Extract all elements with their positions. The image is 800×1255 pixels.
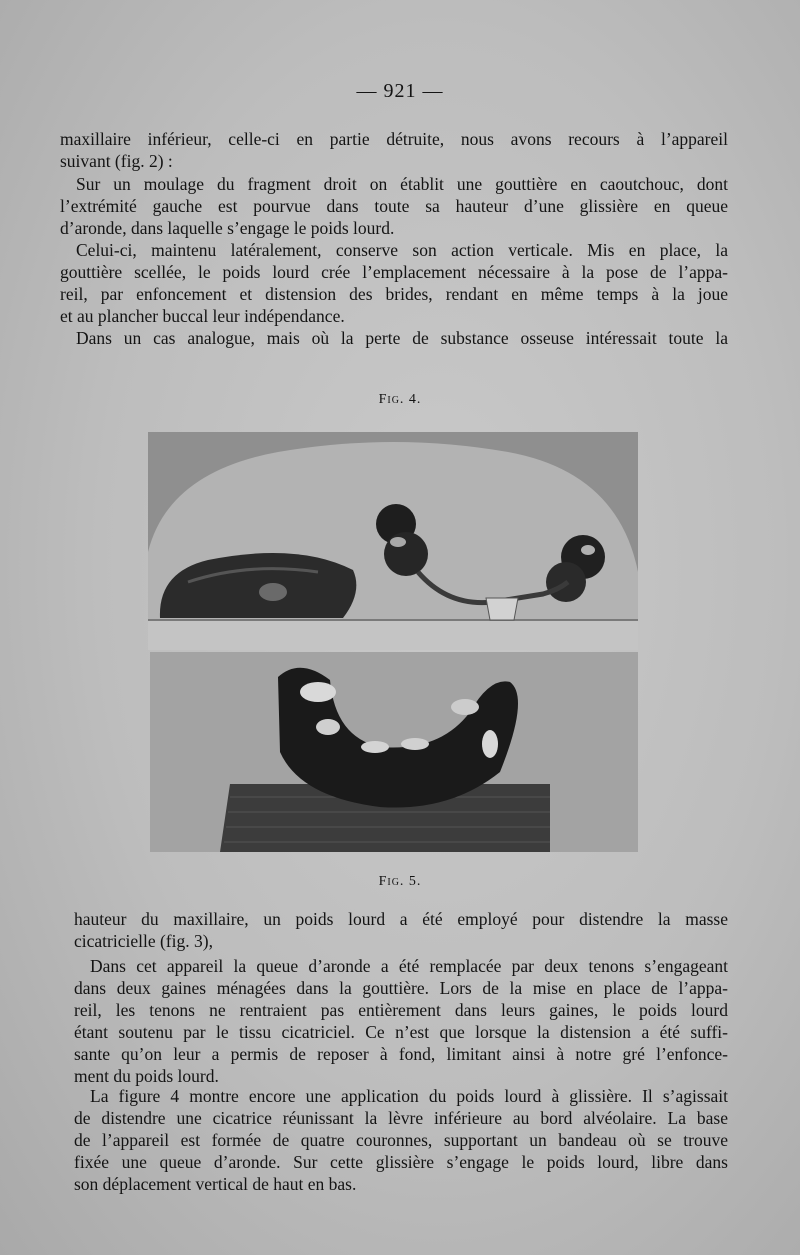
text-line: Sur un moulage du fragment droit on établit une gouttière en caoutchouc, dont xyxy=(76,174,728,194)
text-line: Dans un cas analogue, mais où la perte de substance osseuse intéressait toute la xyxy=(76,328,728,348)
text-line: reil, les tenons ne rentraient pas entièrement dans leurs gaines, le poids lourd xyxy=(74,1000,728,1020)
page-number: — 921 — xyxy=(356,80,444,102)
text-line: suivant (fig. 2) : xyxy=(60,151,173,171)
gutter-top-view-illustration xyxy=(150,652,638,852)
paragraph-tenons xyxy=(74,955,728,1087)
text-line: de l’appareil est formée de quatre couronnes, supportant un bandeau où se trouve xyxy=(74,1130,728,1150)
text-line: reil, par enfoncement et distension des brides, rendant en même temps à la joue xyxy=(60,284,728,304)
text-line: Celui-ci, maintenu latéralement, conserve son action verticale. Mis en place, la xyxy=(76,240,728,260)
text-line: ment du poids lourd. xyxy=(74,1066,219,1086)
text-line: cicatricielle (fig. 3), xyxy=(74,931,213,951)
figure-4-caption: Fig. 4. xyxy=(378,392,422,407)
text-line: sante qu’on leur a permis de reposer à fond, limitant ainsi à notre gré l’enfonce- xyxy=(74,1044,728,1064)
text-line: et au plancher buccal leur indépendance. xyxy=(60,306,345,326)
figure-4-photo xyxy=(148,432,638,650)
text-line: son déplacement vertical de haut en bas. xyxy=(74,1174,357,1194)
text-line: dans deux gaines ménagées dans la gouttière. Lors de la mise en place de l’appa- xyxy=(74,978,728,998)
paragraph-cas-analogue xyxy=(60,327,728,349)
text-line: La figure 4 montre encore une application du poids lourd à glissière. Il s’agissait xyxy=(90,1086,728,1106)
text-line: hauteur du maxillaire, un poids lourd a été employé pour distendre la masse xyxy=(74,909,728,929)
text-line: gouttière scellée, le poids lourd crée l’emplacement nécessaire à la pose de l’appa- xyxy=(60,262,728,282)
text-line: maxillaire inférieur, celle-ci en partie détruite, nous avons recours à l’appareil xyxy=(60,129,728,149)
paragraph-figure-4 xyxy=(74,1085,728,1195)
text-line: étant soutenu par le tissu cicatriciel. Ce n’est que lorsque la distension a été suffi- xyxy=(74,1022,728,1042)
text-line: d’aronde, dans laquelle s’engage le poids lourd. xyxy=(60,218,395,238)
paragraph-hauteur xyxy=(74,908,728,952)
text-line: de distendre une cicatrice réunissant la lèvre inférieure au bord alvéolaire. La base xyxy=(74,1108,728,1128)
figure-5-photo xyxy=(150,652,638,852)
paragraph-gouttiere xyxy=(60,173,728,239)
text-line: Dans cet appareil la queue d’aronde a été remplacée par deux tenons s’engageant xyxy=(90,956,728,976)
text-line: l’extrémité gauche est pourvue dans toute sa hauteur d’une glissière en queue xyxy=(60,196,728,216)
figure-5-caption: Fig. 5. xyxy=(378,874,422,889)
text-line: fixée une queue d’aronde. Sur cette glissière s’engage le poids lourd, libre dans xyxy=(74,1152,728,1172)
paragraph-celui-ci xyxy=(60,239,728,327)
paragraph-continuation xyxy=(60,128,728,172)
appliance-side-view-illustration xyxy=(148,432,638,650)
